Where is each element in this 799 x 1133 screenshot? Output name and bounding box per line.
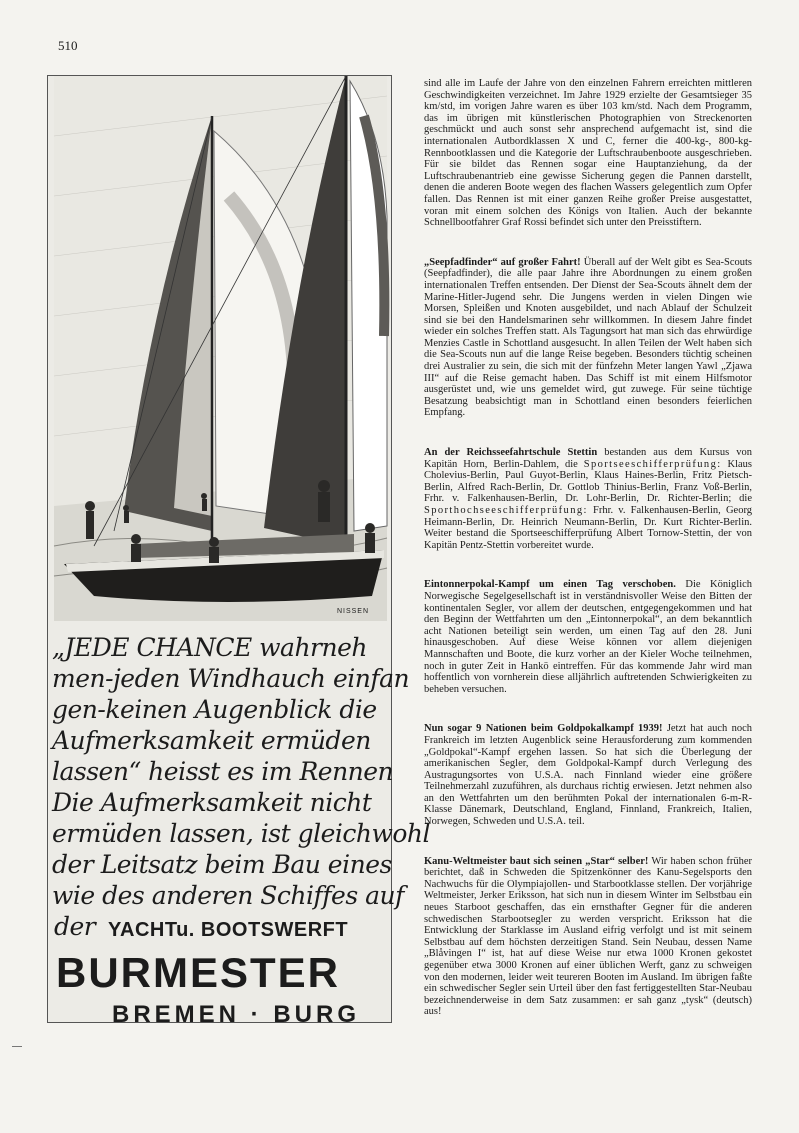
ad-script-line: ermüden lassen, ist gleichwohl: [52, 819, 431, 848]
ad-script-line: Die Aufmerksamkeit nicht: [52, 788, 372, 817]
paragraph-kanu-weltmeister: [424, 856, 752, 1018]
paragraph-heading: Nun sogar 9 Nationen beim Goldpokalkampf 1939!: [424, 723, 663, 735]
margin-mark: [12, 1046, 22, 1047]
ad-script-der: der: [54, 912, 96, 941]
page-number: 510: [58, 38, 78, 53]
paragraph-heading: „Seepfadfinder“ auf großer Fahrt!: [424, 256, 581, 268]
ad-script-line: der Leitsatz beim Bau eines: [52, 850, 392, 879]
paragraph-reichsseefahrtschule: [424, 447, 752, 551]
paragraph-body: bestanden aus dem Kursus von Kapitän Horn, Berlin-Dahlem, die: [424, 447, 753, 470]
paragraph-body: Wir haben schon früher berichtet, daß in Schweden die Spitzenkönner des Kanu-Segelsports den Nachwuchs für die Olympiajollen- und Starbootklasse stellen. Der vorjährige Weltmeister, Jerker Eriksson, hat sich nun in diesem Winter im Selbstbau ein neues Starboot geschaffen, das ein ernsthafter Gegner für die anderen schwedischen Starbootsegler zu werden verspricht. Eriksson hat die Entwicklung der Starklasse im Ausland eifrig verfolgt und ist mit seinem Selbstbau auf dem höchsten derzeitigen Stand. Sein Neubau, dessen Name „Blåvingen I“ ist, hat auf diese Weise nur etwa 1000 Kronen gekostet gegenüber etwa 3000 Kronen auf einer üblichen Werft, ganz zu schweigen von den modernen, leider weit teureren Booten im Ausland. Im übrigen faßte ein schwedischer Segler sein Urteil über den fast fertiggestellten Star-Neubau bezeichnenderweise in dem Satz zusammen: er sah ganz „tysk“ (deutsch) aus!: [424, 855, 752, 1018]
paragraph-heading: Eintonnerpokal-Kampf um einen Tag verschoben.: [424, 579, 676, 591]
paragraph-body: Die Königlich Norwegische Segelgesellschaft ist in verständnisvoller Weise den Bitten der kontinentalen Segler, vor allem der deutschen, entgegengekommen und hat den Beginn der Wettfahrten um den „Eintonnerpokal“, an dem bekanntlich acht Nationen beteiligt sein werden, um einen Tag auf den 28. Juni hinausgeschoben. Auf diese Weise können vor allem diejenigen Mannschaften und Boote, die kurz vorher an der Kieler Woche teilnehmen, noch in guter Zeit in Hankö eintreffen. Für das kommende Jahr wird man hoffentlich von vornherein diese alljährlich auftretenden Schwierigkeiten zu beheben versuchen.: [424, 579, 753, 695]
ad-script-line: men-jeden Windhauch einfan: [52, 664, 410, 693]
paragraph-heading: An der Reichsseefahrtschule Stettin: [424, 447, 598, 459]
paragraph-body: Jetzt hat auch noch Frankreich im letzten Augenblick seine Herausforderung zum kommenden „Goldpokal“-Kampf ergehen lassen. So hat sich die Überlegung der amerikanischen Segler, dem Goldpokal-Kampf durch Verlegung des Austragungsortes von U.S.A. nach Finnland wieder eine größere Teilnehmerzahl zuzuführen, als durchaus richtig erwiesen. Jetzt nehmen also an den Wettfahrten um den berühmten Pokal der internationalen 6-m-R-Klasse Dänemark, Deutschland, England, Finnland, Frankreich, Italien, Norwegen, Schweden und U.S.A. teil.: [424, 723, 752, 828]
ad-script-line: Aufmerksamkeit ermüden: [52, 726, 371, 755]
paragraph-sea-scouts: [424, 257, 752, 419]
paragraph-body: Überall auf der Welt gibt es Sea-Scouts (Seepfadfinder), die alle paar Jahre ihre Abordnungen zu einem großen internationalen Treffen entsenden. Der Dienst der Sea-Scouts ähnelt dem der Marine-Hitler-Jugend sehr. Die Jungens werden in vielen Dingen wie Morsen, Spleißen und Knoten ausgebildet, und nach Ablauf der Schulzeit sind sie bei den Handelsmarinen sehr willkommen. In diesem Jahre findet wieder ein solches Treffen statt. Als Tagungsort hat man sich das ehrwürdige Menzies Castle in Schottland ausgesucht. In allen Teilen der Welt haben sich die Sea-Scouts nun auf die lange Reise begeben. Besonders tüchtig scheinen drei Australier zu sein, die sich mit der fünfzehn Meter langen Yawl „Zjawa III“ auf die Reise gemacht haben. Das Schiff ist mit einem Hilfsmotor ausgerüstet und, wie uns gemeldet wird, gut zuwege. Für seine tüchtige Besatzung beabsichtigt man in Schottland einen besonders feierlichen Empfang.: [424, 256, 752, 419]
article-column: [424, 78, 752, 1018]
ad-script-line: wie des anderen Schiffes auf: [52, 881, 404, 910]
shipyard-name: YACHTu. BOOTSWERFT: [108, 919, 349, 941]
artist-signature: NISSEN: [336, 608, 369, 615]
exam-title: Sporthochseeschifferprüfung:: [424, 505, 588, 516]
ad-script-line: „JEDE CHANCE wahrneh: [52, 633, 367, 662]
paragraph-heading: Kanu-Weltmeister baut sich seinen „Star“ selber!: [424, 855, 649, 867]
ad-script-line: gen-keinen Augenblick die: [52, 695, 377, 724]
ad-script-line: lassen“ heisst es im Rennen: [52, 757, 394, 786]
advertisement-copy: [52, 632, 431, 1029]
sailing-yacht-illustration: [54, 76, 387, 621]
burmester-advertisement: [47, 75, 431, 1028]
paragraph-body: Frhr. v. Falkenhausen-Berlin, Georg Heimann-Berlin, Dr. Heinrich Neumann-Berlin, Dr. Kurt Richter-Berlin. Weiter bestand die Sportseeschifferprüfung Albert Tornow-Stettin, der von Kapitän Pentz-Stettin vorbereitet wurde.: [424, 505, 752, 551]
paragraph-body: Klaus Cholevius-Berlin, Paul Guyot-Berlin, Klaus Haines-Berlin, Fritz Pietsch-Berlin, Alfred Rach-Berlin, Dr. Gottlob Thinius-Berlin, Franz Voß-Berlin, Frhr. v. Falkenhausen-Berlin, Dr. Lohr-Berlin, Dr. Richter-Berlin; die: [424, 458, 753, 505]
paragraph-eintonnerpokal: [424, 579, 752, 695]
paragraph-continuation: sind alle im Laufe der Jahre von den einzelnen Fahrern erreichten mittleren Geschwindigkeiten verzeichnet. Im Jahre 1929 erzielte der Gesamtsieger 35 km/std, im vorigen Jahre waren es über 103 km/std. Nach dem Programm, das im übrigen mit künstlerischen Photographien von Streckenorten geschmückt und auch sonst sehr ansprechend aufgemacht ist, sind die internationalen Autbordklassen X und C, ferner die 400-kg-, 800-kg-Rennbootklassen und die Kategorie der Luftschraubenboote ausgeschrieben. Für sie bildet das Rennen sogar eine Hauptanziehung, da der Luftschraubenantrieb eine gewisse Sicherung gegen die Pannen darstellt, denen die anderen Boote wegen des flachen Wassers gelegentlich zum Opfer fallen. Das Rennen ist mit einer ganzen Reihe großer Preise ausgestattet, voran mit einem solchen des Königs von Italien. Auch der bekannte Schnellbootfahrer Graf Rossi befindet sich unter den Preisstiftern.: [424, 78, 752, 229]
brand-name: BURMESTER: [56, 949, 341, 996]
paragraph-goldpokal: [424, 723, 752, 827]
exam-title: Sportseeschifferprüfung:: [583, 458, 722, 470]
brand-location: BREMEN · BURG: [112, 1001, 360, 1028]
